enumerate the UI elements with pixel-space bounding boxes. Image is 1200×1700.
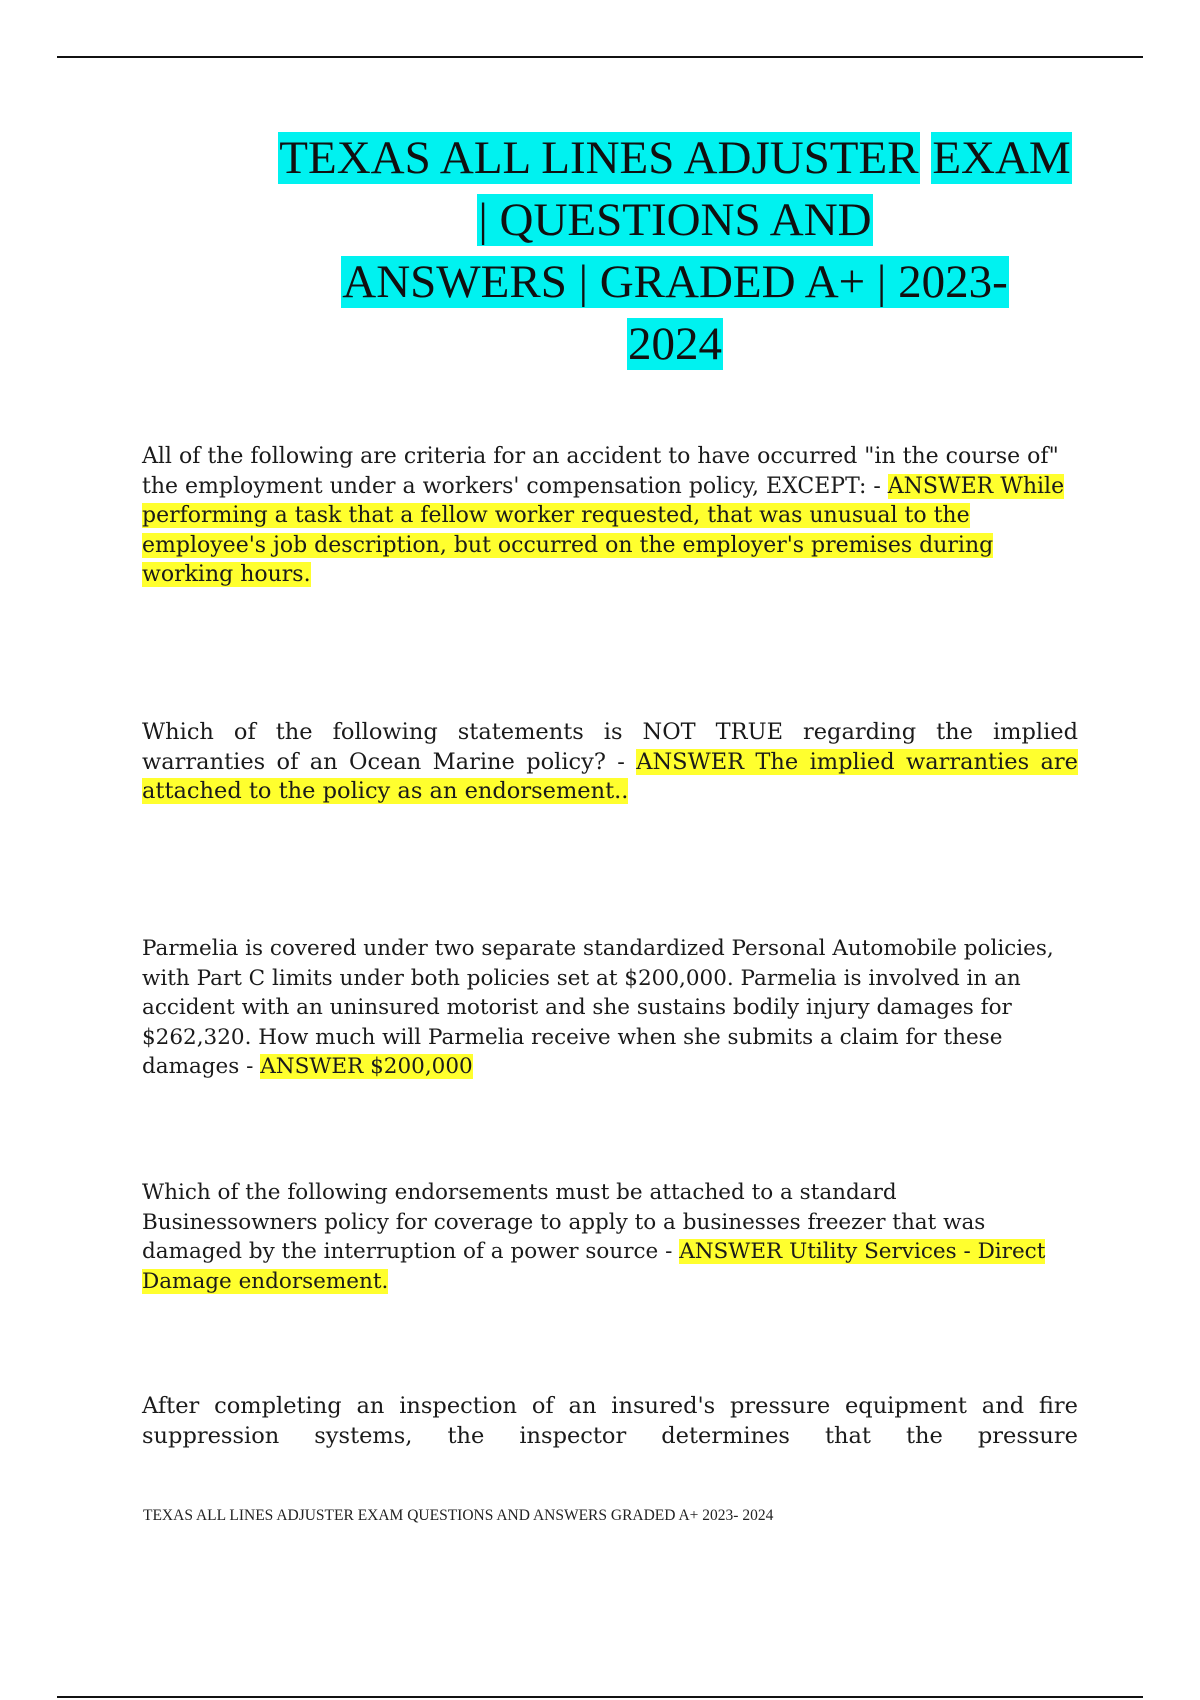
question-text: After completing an inspection of an insured's pressure equipment and fire suppression systems, the inspector determines that the pressure [142,1393,1078,1449]
question-text: Parmelia is covered under two separate standardized Personal Automobile policies, with Part C limits under both policies set at $200,000. Parmelia is involved in an accident with an uninsured motorist and she sustains bodily injury damages for $262,320. How much will Parmelia receive when she submits a claim for these damages - [142,936,1054,1079]
qa-item-5 [142,1392,1078,1451]
answer-text: ANSWER While performing a task that a fellow worker requested, that was unusual to the employee's job description, but occurred on the employer's premises during working hours. [142,473,1065,587]
question-text: All of the following are criteria for an accident to have occurred "in the course of" the employment under a workers' compensation policy, EXCEPT: - [142,444,1059,499]
title-line-3: ANSWERS | GRADED A+ | 2023- [342,256,1008,308]
title-line-4: 2024 [628,318,722,370]
qa-item-1 [142,442,1078,590]
qa-item-4 [142,1178,1078,1296]
title-line-2: | QUESTIONS AND [478,194,872,246]
answer-text: ANSWER $200,000 [260,1054,473,1079]
qa-item-3 [142,934,1078,1082]
question-text: Which of the following endorsements must be attached to a standard Businessowners policy for coverage to apply to a businesses freezer that was damaged by the interruption of a power source - [142,1180,986,1264]
answer-text: ANSWER Utility Services - Direct Damage endorsement. [142,1239,1046,1294]
title-line-1a: TEXAS ALL LINES ADJUSTER [279,132,919,184]
qa-item-2 [142,718,1078,807]
bottom-rule [57,1696,1143,1698]
page-footer: TEXAS ALL LINES ADJUSTER EXAM QUESTIONS AND ANSWERS GRADED A+ 2023- 2024 [143,1507,774,1524]
answer-text: ANSWER The implied warranties are attached to the policy as an endorsement.. [142,748,1078,804]
top-rule [57,56,1143,58]
title-line-1b: EXAM [932,132,1071,184]
question-text: Which of the following statements is NOT TRUE regarding the implied warranties of an Ocean Marine policy? - [142,719,1078,775]
document-title [255,127,1095,375]
